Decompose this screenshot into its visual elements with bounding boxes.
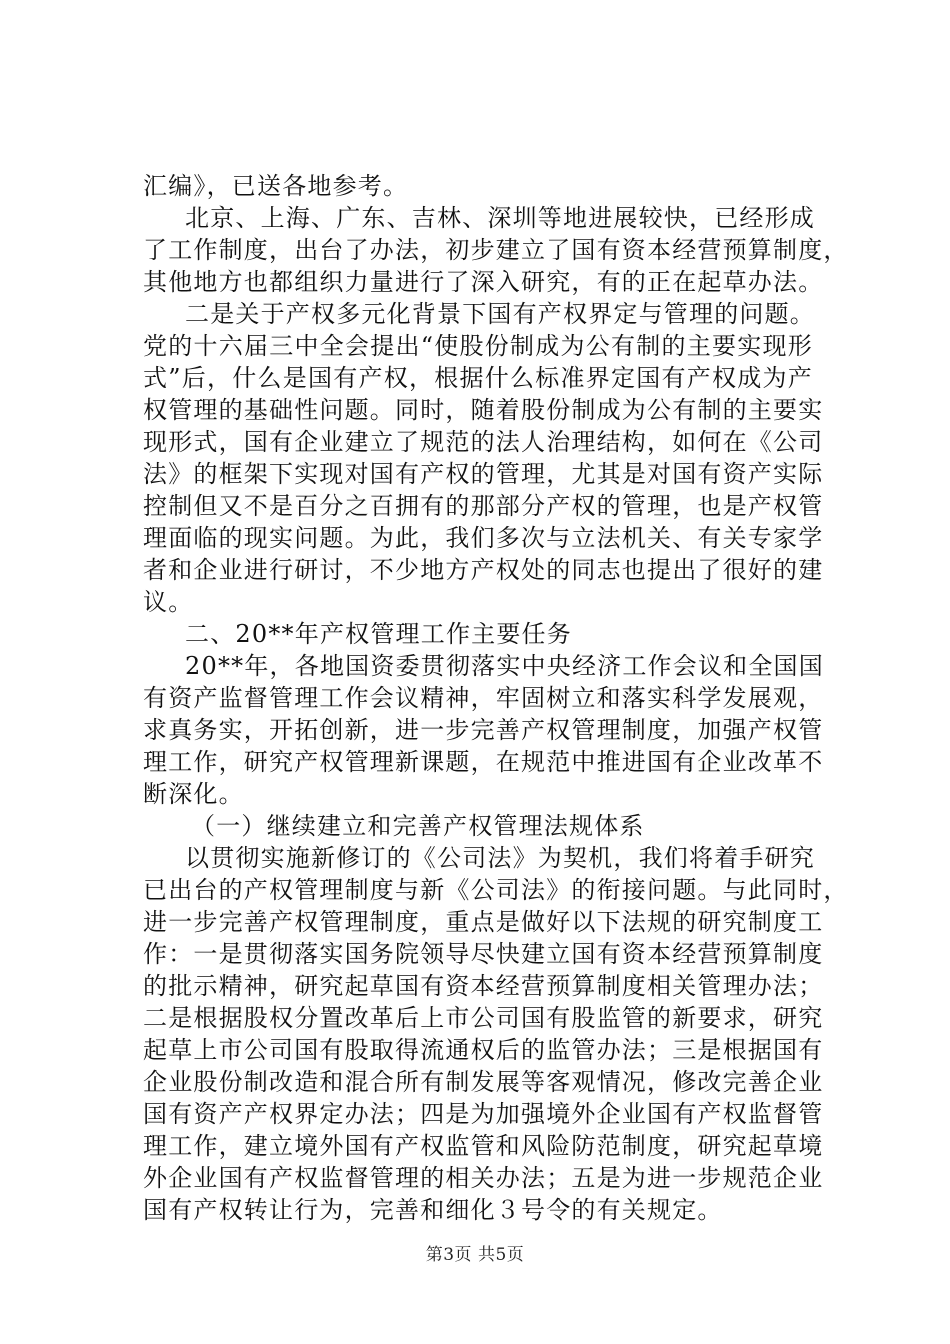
text-line: 理工作，研究产权管理新课题，在规范中推进国有企业改革不 xyxy=(143,748,824,776)
text-line: 作：一是贯彻落实国务院领导尽快建立国有资本经营预算制度 xyxy=(143,940,824,968)
text-line: 二是根据股权分置改革后上市公司国有股监管的新要求，研究 xyxy=(143,1004,824,1032)
text-line: 党的十六届三中全会提出“使股份制成为公有制的主要实现形 xyxy=(143,332,813,360)
text-line: 企业股份制改造和混合所有制发展等客观情况，修改完善企业 xyxy=(143,1068,824,1096)
section-heading: 二、20**年产权管理工作主要任务 xyxy=(185,620,572,648)
text-line: 起草上市公司国有股取得流通权后的监管办法；三是根据国有 xyxy=(143,1036,824,1064)
text-line: 理面临的现实问题。为此，我们多次与立法机关、有关专家学 xyxy=(143,524,824,552)
page-number-footer: 第3页 共5页 xyxy=(425,1245,525,1265)
text-line: 断深化。 xyxy=(143,780,244,808)
text-line: 国有资产产权界定办法；四是为加强境外企业国有产权监督管 xyxy=(143,1100,824,1128)
text-line: 议。 xyxy=(143,588,194,616)
text-line: 法》的框架下实现对国有产权的管理，尤其是对国有资产实际 xyxy=(143,460,824,488)
text-line: 进一步完善产权管理制度，重点是做好以下法规的研究制度工 xyxy=(143,908,824,936)
text-line: 现形式，国有企业建立了规范的法人治理结构，如何在《公司 xyxy=(143,428,824,456)
text-line: 者和企业进行研讨，不少地方产权处的同志也提出了很好的建 xyxy=(143,556,824,584)
text-line: 北京、上海、广东、吉林、深圳等地进展较快，已经形成 xyxy=(185,204,815,232)
subsection-heading: （一）继续建立和完善产权管理法规体系 xyxy=(191,812,645,840)
text-line: 式”后，什么是国有产权，根据什么标准界定国有产权成为产 xyxy=(143,364,813,392)
text-line: 了工作制度，出台了办法，初步建立了国有资本经营预算制度， xyxy=(143,236,849,264)
text-line: 理工作，建立境外国有产权监管和风险防范制度，研究起草境 xyxy=(143,1132,824,1160)
text-line: 的批示精神，研究起草国有资本经营预算制度相关管理办法； xyxy=(143,972,824,1000)
text-line: 权管理的基础性问题。同时，随着股份制成为公有制的主要实 xyxy=(143,396,824,424)
text-line: 20**年，各地国资委贯彻落实中央经济工作会议和全国国 xyxy=(185,652,824,680)
text-line: 求真务实，开拓创新，进一步完善产权管理制度，加强产权管 xyxy=(143,716,824,744)
text-line: 其他地方也都组织力量进行了深入研究，有的正在起草办法。 xyxy=(143,268,824,296)
text-line: 已出台的产权管理制度与新《公司法》的衔接问题。与此同时， xyxy=(143,876,849,904)
text-line: 外企业国有产权监督管理的相关办法；五是为进一步规范企业 xyxy=(143,1164,824,1192)
text-line: 二是关于产权多元化背景下国有产权界定与管理的问题。 xyxy=(185,300,815,328)
text-line: 以贯彻实施新修订的《公司法》为契机，我们将着手研究 xyxy=(185,844,815,872)
text-line: 国有产权转让行为，完善和细化３号令的有关规定。 xyxy=(143,1196,723,1224)
text-line: 控制但又不是百分之百拥有的那部分产权的管理，也是产权管 xyxy=(143,492,824,520)
document-body xyxy=(143,170,849,1226)
text-line: 有资产监督管理工作会议精神，牢固树立和落实科学发展观， xyxy=(143,684,824,712)
text-line: 汇编》，已送各地参考。 xyxy=(143,172,409,200)
